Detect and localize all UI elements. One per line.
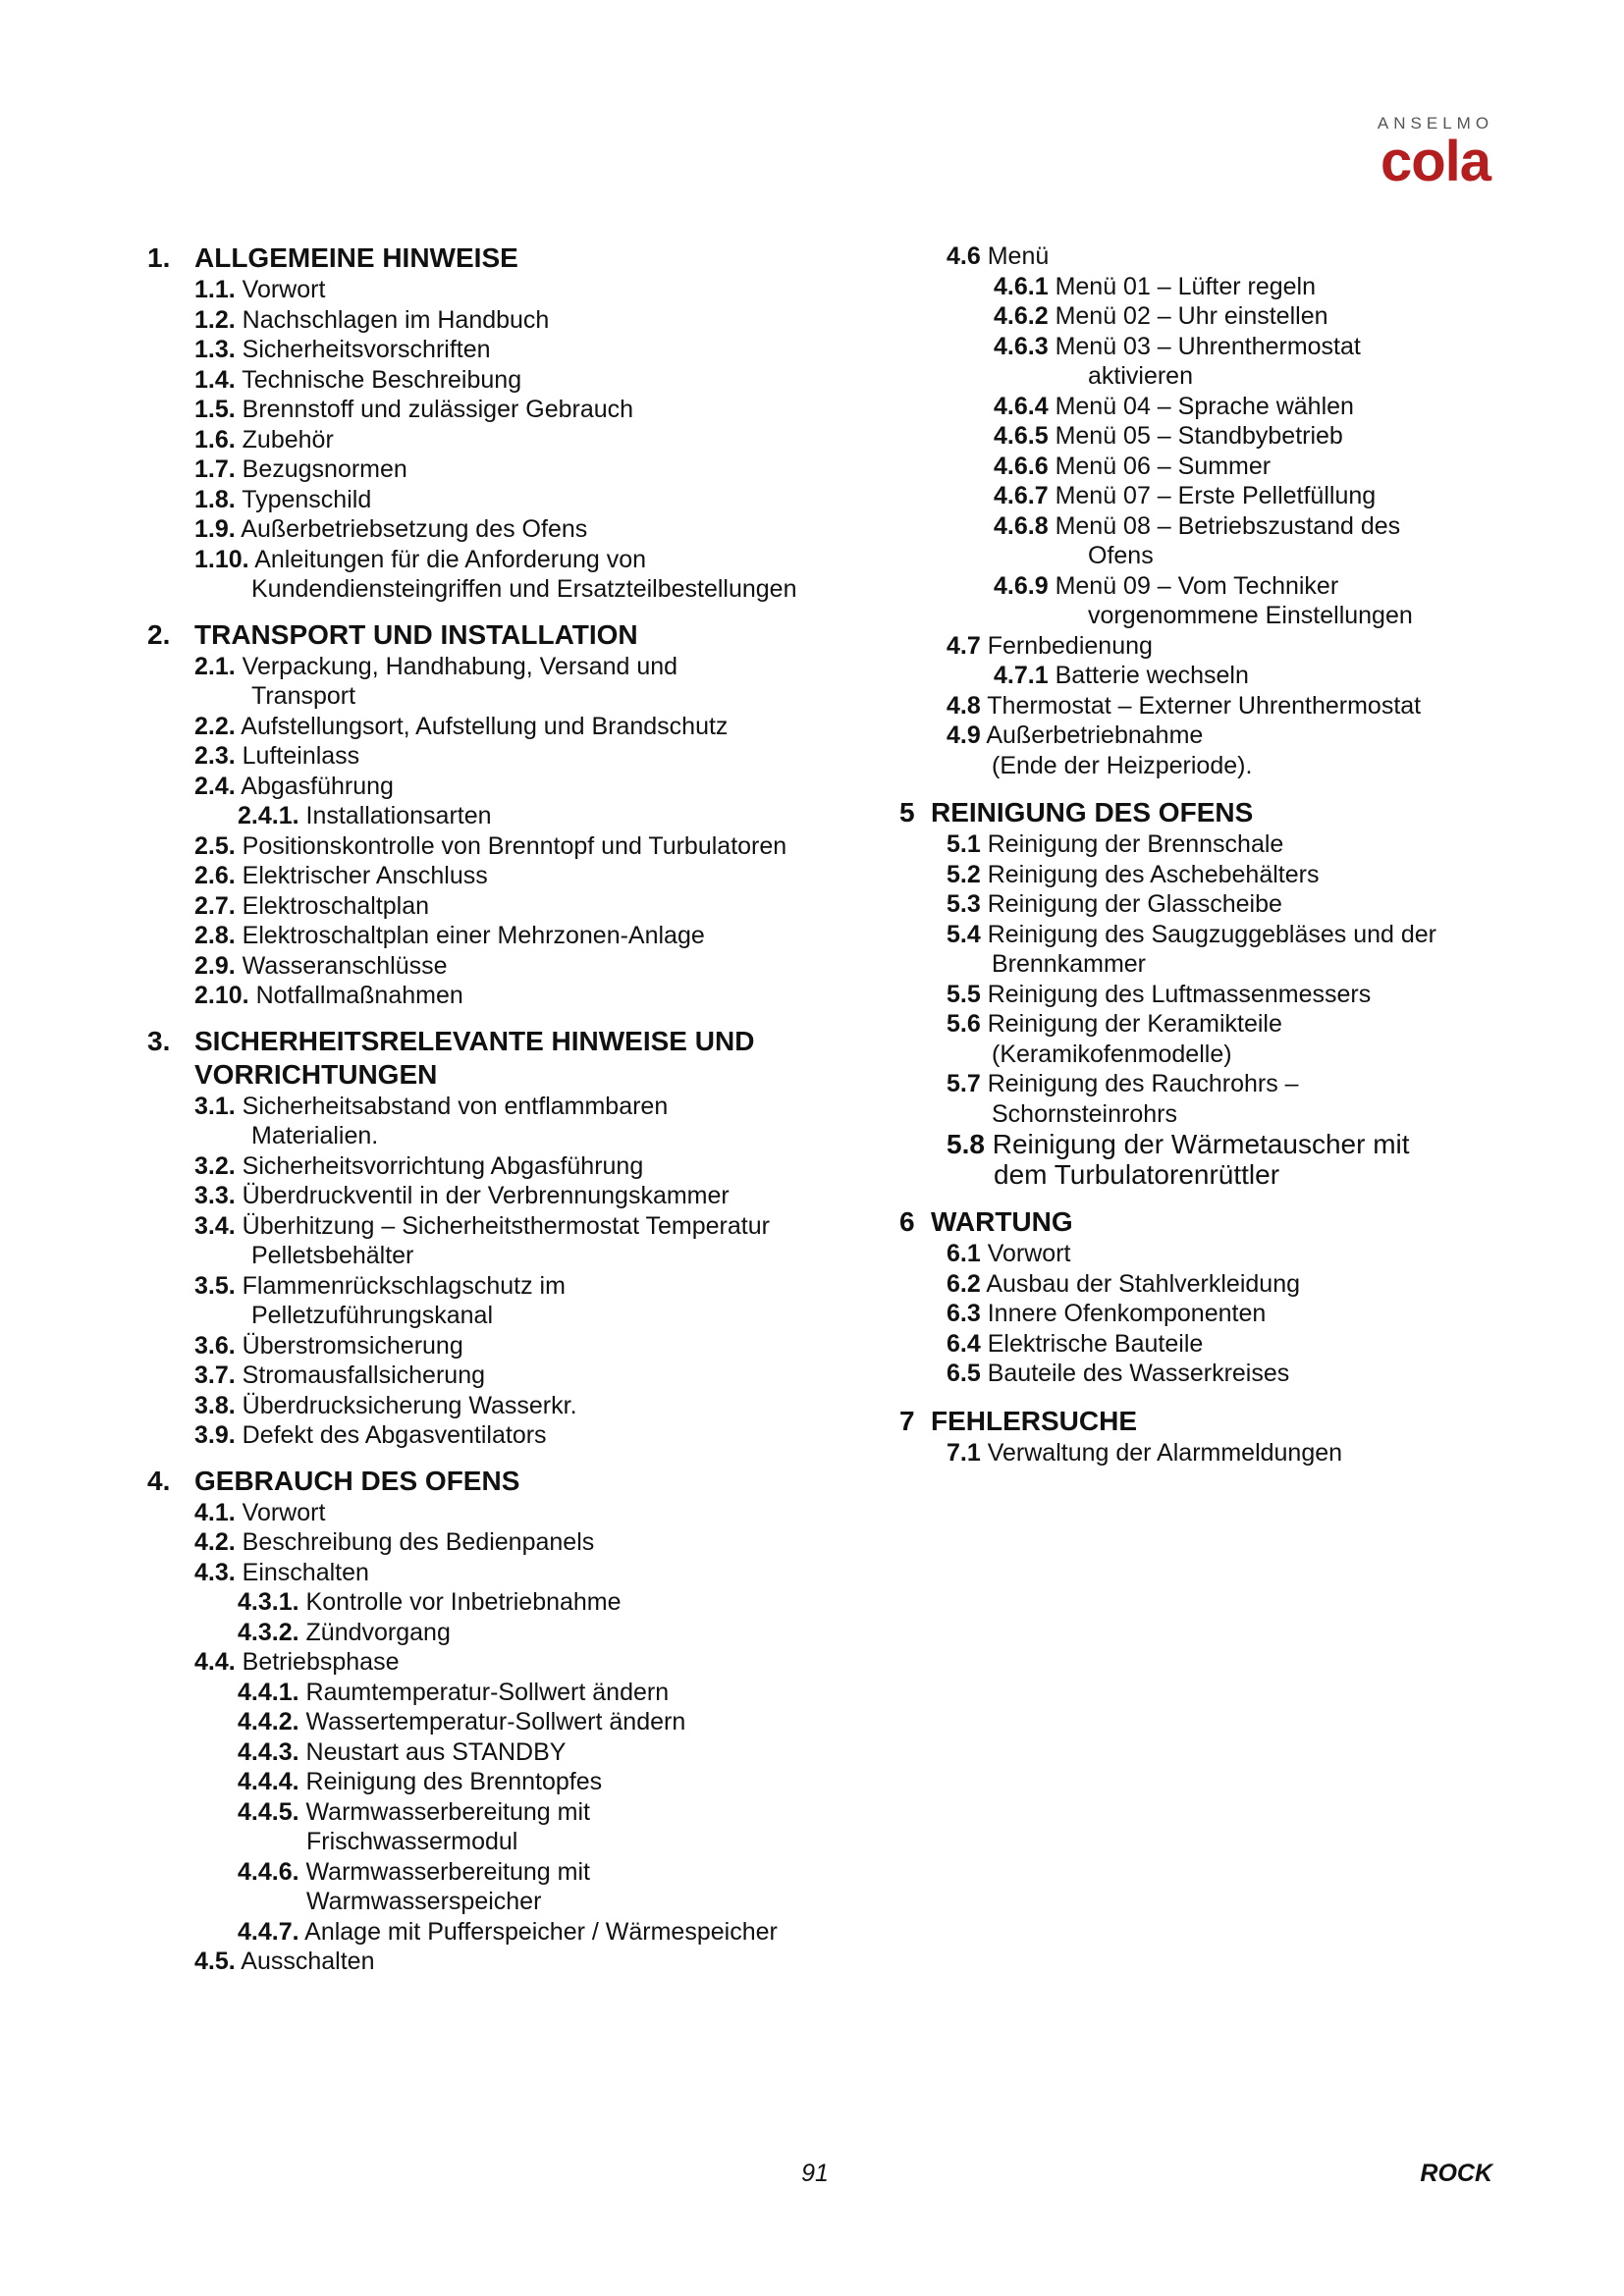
item-text-continued: (Keramikofenmodelle)	[992, 1040, 1232, 1068]
toc-subitem[interactable]	[147, 1707, 874, 1737]
toc-left-column	[147, 241, 874, 1977]
item-text: Elektroschaltplan	[242, 891, 430, 920]
toc-subitem[interactable]	[147, 1737, 874, 1768]
toc-item[interactable]	[147, 365, 874, 396]
toc-item[interactable]	[899, 721, 1528, 780]
item-number: 4.6.4	[994, 392, 1049, 420]
item-number: 1.3.	[194, 336, 236, 363]
item-number: 2.5.	[194, 831, 236, 860]
item-number: 4.4.6.	[238, 1857, 299, 1886]
item-text: Elektrische Bauteile	[987, 1329, 1204, 1358]
item-text: Menü 06 – Summer	[1055, 452, 1272, 480]
item-text: Zubehör	[242, 425, 334, 454]
toc-item[interactable]	[899, 920, 1528, 980]
toc-item[interactable]	[147, 454, 874, 485]
item-number: 6.4	[947, 1329, 981, 1358]
toc-item[interactable]	[147, 981, 874, 1011]
item-number: 1.9.	[194, 515, 236, 543]
toc-item[interactable]	[899, 829, 1528, 860]
toc-item[interactable]	[147, 425, 874, 455]
heading-number: 6	[899, 1206, 915, 1237]
toc-item[interactable]	[899, 1239, 1528, 1269]
item-text: Menü 02 – Uhr einstellen	[1055, 302, 1328, 330]
document-name: ROCK	[1420, 2160, 1492, 2187]
item-text: Ausbau der Stahlverkleidung	[986, 1269, 1300, 1298]
toc-heading-4[interactable]	[147, 1465, 874, 1498]
heading-title: TRANSPORT UND INSTALLATION	[194, 618, 638, 650]
item-number: 3.1.	[194, 1092, 236, 1120]
item-text: Reinigung der Wärmetauscher mit	[992, 1129, 1410, 1159]
toc-item[interactable]	[899, 1299, 1528, 1329]
item-text: Reinigung des Rauchrohrs –	[987, 1070, 1299, 1097]
item-text: Verwaltung der Alarmmeldungen	[987, 1438, 1343, 1467]
toc-item[interactable]	[147, 1271, 874, 1331]
toc-item[interactable]	[147, 1361, 874, 1391]
item-text: Abgasführung	[241, 772, 394, 800]
item-number: 4.6.8	[994, 511, 1049, 540]
item-text: Thermostat – Externer Uhrenthermostat	[987, 691, 1422, 720]
item-text-continued: aktivieren	[1088, 362, 1193, 390]
item-number: 2.4.	[194, 772, 236, 800]
toc-heading-3[interactable]	[147, 1025, 874, 1092]
item-text: Sicherheitsvorschriften	[242, 336, 491, 363]
toc-item[interactable]	[147, 1498, 874, 1528]
item-number: 4.3.2.	[238, 1618, 299, 1646]
item-text: Elektrischer Anschluss	[242, 862, 488, 889]
item-text: Menü	[987, 242, 1050, 270]
toc-item[interactable]	[147, 1420, 874, 1451]
item-number: 4.7	[947, 631, 981, 660]
toc-subitem[interactable]	[899, 332, 1528, 392]
item-text: Reinigung des Brenntopfes	[305, 1768, 603, 1795]
item-text: Außerbetriebsetzung des Ofens	[241, 515, 588, 543]
toc-item[interactable]	[147, 652, 874, 712]
item-number: 4.6.3	[994, 332, 1049, 360]
item-text: Reinigung der Glasscheibe	[987, 890, 1282, 918]
item-text-continued: Frischwassermodul	[306, 1828, 518, 1855]
toc-subitem[interactable]	[899, 481, 1528, 511]
item-text: Warmwasserbereitung mit	[305, 1797, 590, 1826]
heading-title-continued: VORRICHTUNGEN	[194, 1058, 438, 1090]
item-number: 4.6	[947, 242, 981, 270]
item-number: 1.1.	[194, 276, 236, 303]
toc-subitem[interactable]	[147, 1857, 874, 1917]
toc-subitem[interactable]	[147, 1767, 874, 1797]
item-text: Bezugsnormen	[242, 455, 407, 483]
item-number: 2.10.	[194, 982, 249, 1009]
item-text: Reinigung des Saugzuggebläses und der	[987, 920, 1437, 948]
item-number: 4.1.	[194, 1498, 236, 1526]
item-text: Stromausfallsicherung	[242, 1362, 485, 1389]
item-number: 4.4.7.	[238, 1917, 299, 1946]
item-text: Sicherheitsabstand von entflammbaren	[242, 1092, 669, 1120]
item-text: Flammenrückschlagschutz im	[242, 1271, 566, 1300]
item-text: Batterie wechseln	[1055, 662, 1249, 689]
item-number: 2.7.	[194, 891, 236, 920]
item-number: 4.4.	[194, 1648, 236, 1676]
item-number: 4.6.1	[994, 272, 1049, 300]
toc-item[interactable]	[899, 631, 1528, 662]
toc-subitem[interactable]	[899, 661, 1528, 691]
toc-item[interactable]	[899, 1359, 1528, 1389]
toc-item[interactable]	[147, 485, 874, 515]
item-text: Überstromsicherung	[242, 1331, 463, 1360]
heading-title: WARTUNG	[931, 1206, 1073, 1237]
toc-subitem[interactable]	[899, 421, 1528, 452]
brand-logo-subtitle: ANSELMO	[1377, 114, 1494, 133]
item-text: Reinigung der Brennschale	[987, 830, 1284, 858]
item-text: Brennstoff und zulässiger Gebrauch	[242, 396, 634, 423]
toc-item[interactable]	[147, 1558, 874, 1588]
heading-title: FEHLERSUCHE	[931, 1405, 1138, 1436]
toc-item[interactable]	[899, 691, 1528, 721]
toc-heading-2[interactable]	[147, 618, 874, 652]
item-number: 2.2.	[194, 712, 236, 740]
item-text: Bauteile des Wasserkreises	[987, 1360, 1290, 1387]
toc-item[interactable]	[147, 1181, 874, 1211]
toc-right-column	[899, 241, 1528, 1468]
toc-item[interactable]	[147, 335, 874, 365]
heading-number: 7	[899, 1405, 915, 1436]
toc-item[interactable]	[899, 889, 1528, 920]
toc-subitem[interactable]	[147, 1618, 874, 1648]
item-text: Raumtemperatur-Sollwert ändern	[305, 1678, 670, 1706]
item-number: 4.6.2	[994, 302, 1049, 330]
item-text: Wassertemperatur-Sollwert ändern	[305, 1708, 686, 1735]
item-number: 5.2	[947, 860, 981, 888]
item-text: Aufstellungsort, Aufstellung und Brandschutz	[241, 712, 729, 740]
item-number: 4.4.3.	[238, 1737, 299, 1766]
heading-title: REINIGUNG DES OFENS	[931, 797, 1254, 828]
item-number: 6.1	[947, 1240, 981, 1267]
item-text: Menü 01 – Lüfter regeln	[1055, 272, 1317, 300]
item-number: 7.1	[947, 1438, 981, 1467]
item-number: 5.6	[947, 1010, 981, 1038]
item-number: 4.3.1.	[238, 1588, 299, 1616]
item-text: Vorwort	[987, 1240, 1071, 1267]
item-number: 4.4.1.	[238, 1678, 299, 1706]
toc-item[interactable]	[899, 860, 1528, 890]
item-text: Beschreibung des Bedienpanels	[242, 1528, 595, 1556]
item-number: 2.4.1.	[238, 802, 299, 829]
item-number: 3.9.	[194, 1421, 236, 1449]
item-number: 4.6.7	[994, 482, 1049, 509]
toc-item[interactable]	[147, 861, 874, 891]
toc-subitem[interactable]	[899, 571, 1528, 631]
toc-item[interactable]	[899, 980, 1528, 1010]
item-number: 2.6.	[194, 862, 236, 889]
heading-number: 3.	[147, 1025, 171, 1056]
toc-subitem[interactable]	[147, 1587, 874, 1618]
toc-heading-1[interactable]	[147, 241, 874, 275]
item-text: Zündvorgang	[305, 1618, 451, 1646]
item-number: 4.8	[947, 691, 981, 720]
item-number: 3.3.	[194, 1182, 236, 1209]
item-number: 3.2.	[194, 1151, 236, 1180]
item-number: 4.6.9	[994, 571, 1049, 600]
item-number: 4.5.	[194, 1948, 236, 1975]
item-text: Reinigung des Luftmassenmessers	[987, 980, 1372, 1008]
item-number: 4.9	[947, 721, 981, 749]
item-text: Menü 04 – Sprache wählen	[1055, 392, 1354, 420]
toc-item[interactable]	[899, 1438, 1528, 1468]
item-number: 4.2.	[194, 1528, 236, 1556]
item-text-continued: Kundendiensteingriffen und Ersatzteilbestellungen	[251, 575, 797, 603]
item-number: 6.2	[947, 1269, 981, 1298]
item-text: Lufteinlass	[242, 742, 360, 770]
toc-item[interactable]	[899, 1129, 1528, 1190]
heading-number: 1.	[147, 242, 171, 273]
item-number: 4.4.2.	[238, 1708, 299, 1735]
item-text: Menü 07 – Erste Pelletfüllung	[1055, 482, 1377, 509]
item-text: Menü 03 – Uhrenthermostat	[1055, 332, 1361, 360]
item-number: 1.2.	[194, 305, 236, 334]
item-number: 4.6.5	[994, 422, 1049, 450]
toc-item[interactable]	[147, 1331, 874, 1362]
item-text-continued: (Ende der Heizperiode).	[992, 751, 1253, 779]
toc-item[interactable]	[147, 921, 874, 951]
item-text-continued: Warmwasserspeicher	[306, 1888, 542, 1915]
toc-item[interactable]	[147, 891, 874, 922]
toc-subitem[interactable]	[147, 1797, 874, 1857]
toc-item[interactable]	[147, 545, 874, 605]
item-text: Menü 09 – Vom Techniker	[1055, 571, 1339, 600]
toc-item[interactable]	[147, 951, 874, 982]
heading-title: GEBRAUCH DES OFENS	[194, 1465, 520, 1496]
item-number: 6.5	[947, 1360, 981, 1387]
item-text: Wasseranschlüsse	[242, 951, 448, 980]
toc-item[interactable]	[147, 395, 874, 425]
item-number: 4.4.4.	[238, 1768, 299, 1795]
item-number: 5.3	[947, 890, 981, 918]
item-text-continued: dem Turbulatorenrüttler	[994, 1159, 1280, 1190]
item-text-continued: Ofens	[1088, 542, 1154, 569]
item-text: Überdruckventil in der Verbrennungskammer	[242, 1182, 730, 1209]
item-number: 2.9.	[194, 951, 236, 980]
toc-item[interactable]	[899, 1329, 1528, 1360]
item-text: Defekt des Abgasventilators	[242, 1421, 547, 1449]
item-number: 1.5.	[194, 396, 236, 423]
heading-title: SICHERHEITSRELEVANTE HINWEISE UND	[194, 1025, 755, 1056]
item-number: 3.8.	[194, 1391, 236, 1419]
item-text: Warmwasserbereitung mit	[305, 1857, 590, 1886]
heading-number: 5	[899, 797, 915, 828]
item-text: Vorwort	[242, 1498, 326, 1526]
item-text: Reinigung der Keramikteile	[987, 1010, 1282, 1038]
item-text: Überhitzung – Sicherheitsthermostat Temperatur	[242, 1211, 770, 1240]
item-text: Ausschalten	[241, 1948, 375, 1975]
item-text-continued: Pelletsbehälter	[251, 1242, 414, 1269]
toc-item[interactable]	[147, 1647, 874, 1678]
item-text: Anlage mit Pufferspeicher / Wärmespeicher	[304, 1917, 778, 1946]
toc-item[interactable]	[147, 712, 874, 742]
toc-item[interactable]	[147, 514, 874, 545]
item-text: Kontrolle vor Inbetriebnahme	[305, 1588, 622, 1616]
item-number: 1.4.	[194, 365, 236, 394]
toc-subitem[interactable]	[147, 1678, 874, 1708]
toc-subitem[interactable]	[147, 1917, 874, 1948]
toc-subitem[interactable]	[899, 452, 1528, 482]
item-number: 5.7	[947, 1070, 981, 1097]
toc-heading-6[interactable]	[899, 1205, 1528, 1239]
toc-item[interactable]	[147, 1151, 874, 1182]
item-number: 6.3	[947, 1300, 981, 1327]
item-number: 5.4	[947, 920, 981, 948]
toc-subitem[interactable]	[899, 392, 1528, 422]
item-text-continued: Materialien.	[251, 1122, 379, 1149]
toc-item[interactable]	[147, 741, 874, 772]
item-number: 1.7.	[194, 455, 236, 483]
toc-subitem[interactable]	[899, 272, 1528, 302]
item-text: Elektroschaltplan einer Mehrzonen-Anlage	[242, 922, 705, 949]
item-text-continued: Brennkammer	[992, 950, 1146, 978]
item-number: 2.1.	[194, 652, 236, 680]
heading-number: 4.	[147, 1465, 171, 1496]
heading-number: 2.	[147, 618, 171, 650]
item-text: Einschalten	[242, 1558, 369, 1586]
toc-item[interactable]	[899, 1009, 1528, 1069]
toc-item[interactable]	[147, 275, 874, 305]
item-number: 1.10.	[194, 545, 249, 573]
item-text: Reinigung des Aschebehälters	[987, 860, 1320, 888]
page-number: 91	[801, 2160, 829, 2187]
item-text: Notfallmaßnahmen	[255, 982, 463, 1009]
item-text: Neustart aus STANDBY	[305, 1737, 567, 1766]
toc-item[interactable]	[147, 1211, 874, 1271]
toc-item[interactable]	[147, 772, 874, 802]
item-number: 2.3.	[194, 742, 236, 770]
toc-item[interactable]	[147, 1092, 874, 1151]
item-text: Nachschlagen im Handbuch	[242, 305, 550, 334]
brand-logo	[1367, 114, 1504, 192]
toc-item[interactable]	[899, 1269, 1528, 1300]
item-number: 4.7.1	[994, 662, 1049, 689]
item-number: 5.8	[947, 1129, 985, 1159]
item-text: Typenschild	[242, 485, 372, 513]
toc-heading-5[interactable]	[899, 796, 1528, 829]
brand-logo-name: cola	[1380, 130, 1491, 193]
item-text: Technische Beschreibung	[242, 365, 522, 394]
item-text-continued: Transport	[251, 682, 356, 710]
item-text: Außerbetriebnahme	[986, 721, 1204, 749]
heading-title: ALLGEMEINE HINWEISE	[194, 242, 518, 273]
item-text-continued: Pelletzuführungskanal	[251, 1302, 493, 1329]
toc-item[interactable]	[147, 1527, 874, 1558]
toc-subitem[interactable]	[899, 511, 1528, 571]
toc-item[interactable]	[899, 241, 1528, 272]
item-number: 3.6.	[194, 1331, 236, 1360]
toc-item[interactable]	[147, 305, 874, 336]
item-text-continued: Schornsteinrohrs	[992, 1099, 1177, 1128]
item-number: 4.6.6	[994, 452, 1049, 480]
item-text: Fernbedienung	[987, 631, 1153, 660]
item-number: 4.3.	[194, 1558, 236, 1586]
item-number: 3.4.	[194, 1211, 236, 1240]
item-number: 3.5.	[194, 1271, 236, 1300]
item-text-continued: vorgenommene Einstellungen	[1088, 602, 1413, 629]
item-text: Installationsarten	[305, 802, 492, 829]
item-text: Vorwort	[242, 276, 326, 303]
toc-item[interactable]	[147, 831, 874, 862]
toc-item[interactable]	[899, 1069, 1528, 1129]
item-number: 3.7.	[194, 1362, 236, 1389]
item-text: Überdrucksicherung Wasserkr.	[242, 1391, 577, 1419]
toc-heading-7[interactable]	[899, 1405, 1528, 1438]
item-text: Menü 05 – Standbybetrieb	[1055, 422, 1343, 450]
item-text: Innere Ofenkomponenten	[987, 1300, 1267, 1327]
toc-item[interactable]	[147, 1391, 874, 1421]
item-text: Verpackung, Handhabung, Versand und	[242, 652, 678, 680]
item-text: Sicherheitsvorrichtung Abgasführung	[242, 1151, 644, 1180]
item-text: Anleitungen für die Anforderung von	[254, 545, 647, 573]
toc-subitem[interactable]	[899, 301, 1528, 332]
item-number: 1.8.	[194, 485, 236, 513]
toc-subitem[interactable]	[147, 801, 874, 831]
item-number: 2.8.	[194, 922, 236, 949]
item-number: 1.6.	[194, 425, 236, 454]
item-text: Betriebsphase	[242, 1648, 400, 1676]
item-text: Positionskontrolle von Brenntopf und Turbulatoren	[242, 831, 787, 860]
item-number: 5.5	[947, 980, 981, 1008]
item-number: 4.4.5.	[238, 1797, 299, 1826]
toc-item[interactable]	[147, 1947, 874, 1977]
item-number: 5.1	[947, 830, 981, 858]
item-text: Menü 08 – Betriebszustand des	[1055, 511, 1401, 540]
